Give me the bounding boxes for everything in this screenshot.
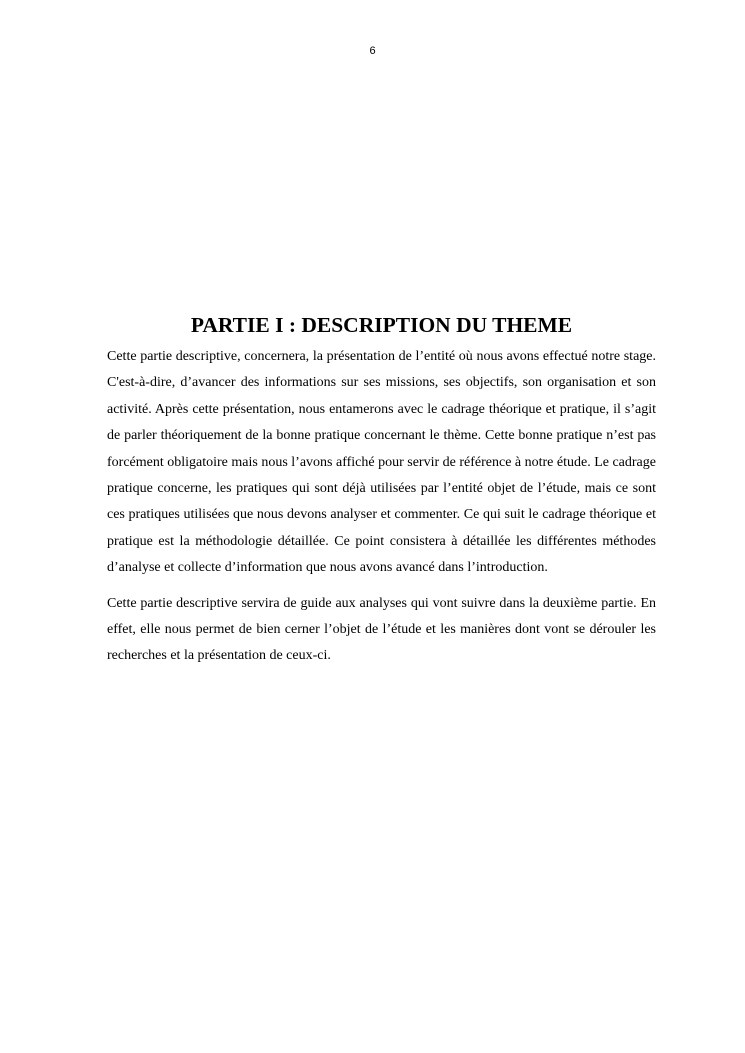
paragraph-intro: Cette partie descriptive, concernera, la présentation de l’entité où nous avons effectué notre stage. C'est-à-dire, d’avancer des informations sur ses missions, ses objectifs, son organisation et son activité. Après cette présentation, nous entamerons avec le cadrage théorique et pratique, il s’agit de parler théoriquement de la bonne pratique concernant le thème. Cette bonne pratique n’est pas forcément obligatoire mais nous l’avons affiché pour servir de référence à notre étude. Le cadrage pratique concerne, les pratiques qui sont déjà utilisées par l’entité objet de l’étude, mais ce sont ces pratiques utilisées que nous devons analyser et commenter. Ce qui suit le cadrage théorique et pratique est la méthodologie détaillée. Ce point consistera à détaillée les différentes méthodes d’analyse et collecte d’information que nous avons avancé dans l’introduction. <box>107 349 656 576</box>
section-body <box>107 344 656 679</box>
page-number: 6 <box>369 45 376 57</box>
paragraph-purpose: Cette partie descriptive servira de guide aux analyses qui vont suivre dans la deuxième partie. En effet, elle nous permet de bien cerner l’objet de l’étude et les manières dont vont se dérouler les recherches et la présentation de ceux-ci. <box>107 595 656 664</box>
section-heading: PARTIE I : DESCRIPTION DU THEME <box>190 313 573 337</box>
